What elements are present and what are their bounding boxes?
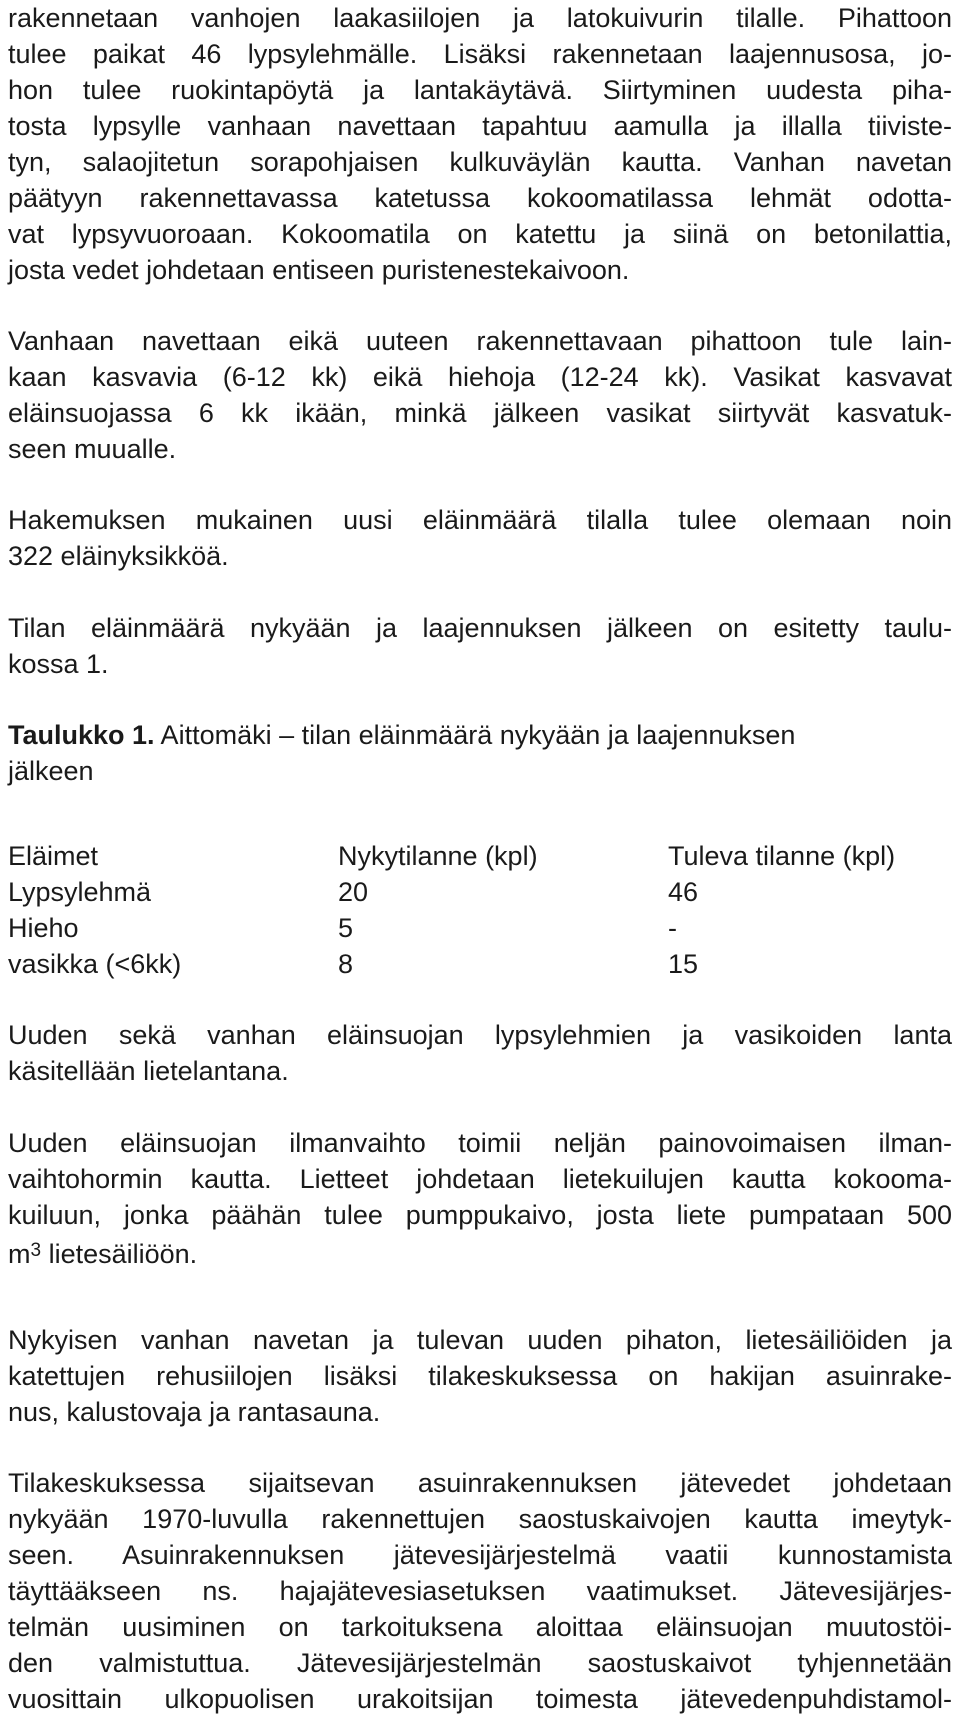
body-text-line: Tilan eläinmäärä nykyään ja laajennuksen jälkeen on esitetty taulu- (8, 613, 952, 643)
body-text-line: päätyyn rakennettavassa katetussa kokoomatilassa lehmät odotta- (8, 183, 952, 213)
body-text-line: Hakemuksen mukainen uusi eläinmäärä tilalla tulee olemaan noin (8, 505, 952, 535)
table-caption-line2: jälkeen (8, 756, 94, 786)
table-cell: vasikka (<6kk) (8, 949, 182, 979)
body-text-line: telmän uusiminen on tarkoituksena aloittaa eläinsuojan muutostöi- (8, 1612, 952, 1642)
body-text: lietesäiliöön. (41, 1239, 198, 1269)
body-text-line: hon tulee ruokintapöytä ja lantakäytävä. Siirtyminen uudesta piha- (8, 75, 952, 105)
body-text-line: käsitellään lietelantana. (8, 1056, 289, 1086)
table-header-cell: Eläimet (8, 841, 99, 871)
body-text-line: nykyään 1970-luvulla rakennettujen saostuskaivojen kautta imeytyk- (8, 1504, 952, 1534)
body-text-line: 322 eläinyksikköä. (8, 541, 229, 571)
unit-superscript: 3 (30, 1240, 42, 1261)
body-text-line: kuiluun, jonka päähän tulee pumppukaivo, josta liete pumpataan 500 (8, 1200, 952, 1230)
body-text-line: seen muualle. (8, 434, 177, 464)
table-caption (8, 717, 795, 753)
table-cell: Hieho (8, 913, 79, 943)
body-text-line: kossa 1. (8, 649, 109, 679)
body-text-line: vuosittain ulkopuolisen urakoitsijan toimesta jätevedenpuhdistamol- (8, 1684, 952, 1714)
unit-text: m (8, 1239, 31, 1269)
table-cell: Lypsylehmä (8, 877, 152, 907)
table-caption-text: Aittomäki – tilan eläinmäärä nykyään ja laajennuksen (154, 720, 796, 750)
table-cell: 5 (338, 913, 354, 943)
body-text-line: täyttääkseen ns. hajajätevesiasetuksen vaatimukset. Jätevesijärjes- (8, 1576, 952, 1606)
table-cell: 20 (338, 877, 369, 907)
body-text-line: eläinsuojassa 6 kk ikään, minkä jälkeen vasikat siirtyvät kasvatuk- (8, 398, 952, 428)
table-cell: - (668, 913, 677, 943)
body-text-line: seen. Asuinrakennuksen jätevesijärjestelmä vaatii kunnostamista (8, 1540, 952, 1570)
table-header-cell: Tuleva tilanne (kpl) (668, 841, 896, 871)
body-text-line: Uuden sekä vanhan eläinsuojan lypsylehmien ja vasikoiden lanta (8, 1020, 952, 1050)
table-cell: 15 (668, 949, 699, 979)
table-cell: 46 (668, 877, 699, 907)
body-text-line (8, 1236, 197, 1272)
table-cell: 8 (338, 949, 354, 979)
body-text-line: nus, kalustovaja ja rantasauna. (8, 1397, 381, 1427)
body-text-line: vat lypsyvuoroaan. Kokoomatila on katettu ja siinä on betonilattia, (8, 219, 952, 249)
body-text-line: josta vedet johdetaan entiseen puristenestekaivoon. (8, 255, 630, 285)
body-text-line: Uuden eläinsuojan ilmanvaihto toimii neljän painovoimaisen ilman- (8, 1128, 952, 1158)
body-text-line: katettujen rehusiilojen lisäksi tilakeskuksessa on hakijan asuinrake- (8, 1361, 952, 1391)
body-text-line: tulee paikat 46 lypsylehmälle. Lisäksi rakennetaan laajennusosa, jo- (8, 39, 952, 69)
body-text-line: Nykyisen vanhan navetan ja tulevan uuden pihaton, lietesäiliöiden ja (8, 1325, 952, 1355)
body-text-line: rakennetaan vanhojen laakasiilojen ja latokuivurin tilalle. Pihattoon (8, 3, 952, 33)
body-text-line: Vanhaan navettaan eikä uuteen rakennettavaan pihattoon tule lain- (8, 326, 952, 356)
body-text-line: tosta lypsylle vanhaan navettaan tapahtuu aamulla ja illalla tiiviste- (8, 111, 952, 141)
body-text-line: kaan kasvavia (6-12 kk) eikä hiehoja (12-24 kk). Vasikat kasvavat (8, 362, 952, 392)
body-text-line: vaihtohormin kautta. Lietteet johdetaan lietekuilujen kautta kokooma- (8, 1164, 952, 1194)
table-header-cell: Nykytilanne (kpl) (338, 841, 538, 871)
body-text-line: den valmistuttua. Jätevesijärjestelmän saostuskaivot tyhjennetään (8, 1648, 952, 1678)
body-text-line: tyn, salaojitetun sorapohjaisen kulkuväylän kautta. Vanhan navetan (8, 147, 952, 177)
table-caption-label: Taulukko 1. (8, 720, 155, 750)
body-text-line: Tilakeskuksessa sijaitsevan asuinrakennuksen jätevedet johdetaan (8, 1468, 952, 1498)
